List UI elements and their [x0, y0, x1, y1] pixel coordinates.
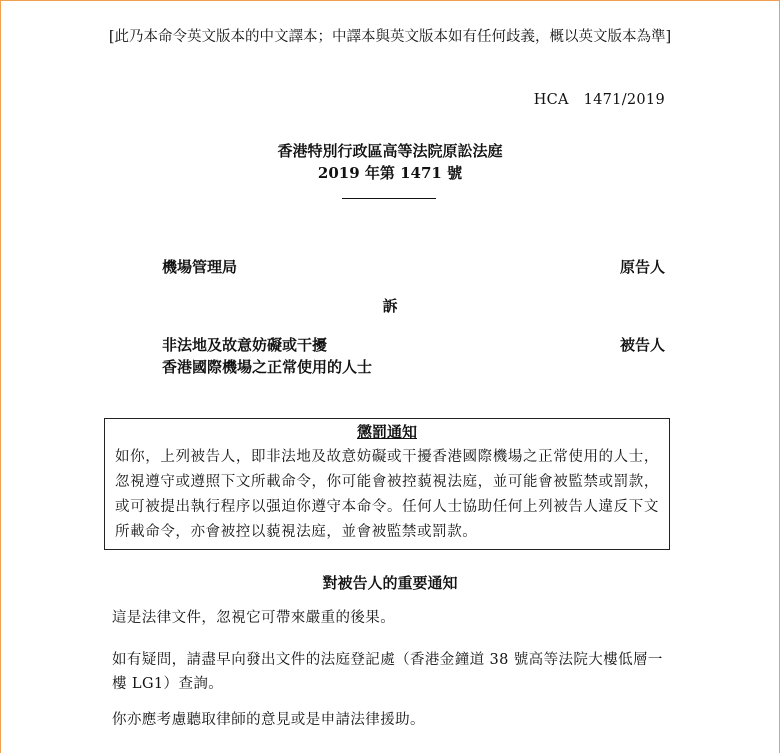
penal-notice-body: 如你，上列被告人，即非法地及故意妨礙或干擾香港國際機場之正常使用的人士，忽視遵守或遵照下文所載命令，你可能會被控藐視法庭，並可能會被監禁或罰款，或可被提出執行程序以强迫你遵守本命令。任何人士協助任何上列被告人違反下文所載命令，亦會被控以藐視法庭，並會被監禁或罰款。 [115, 449, 659, 540]
important-notice-heading: 對被告人的重要通知 [322, 574, 458, 592]
defendant-name [162, 334, 462, 378]
notice-paragraph-1: 這是法律文件，忽視它可帶來嚴重的後果。 [112, 610, 396, 626]
plaintiff-name: 機場管理局 [162, 258, 238, 276]
defendant-name-line2: 香港國際機場之正常使用的人士 [162, 358, 373, 376]
notice-paragraph-2: 如有疑問，請盡早向發出文件的法庭登記處（香港金鐘道 38 號高等法院大樓低層一樓 LG1）查詢。 [112, 652, 663, 692]
plaintiff-role: 原告人 [619, 258, 665, 276]
translation-note: [此乃本命令英文版本的中文譯本；中譯本與英文版本如有任何歧義，概以英文版本為準] [108, 29, 672, 45]
court-name: 香港特別行政區高等法院原訟法庭 [277, 142, 503, 160]
case-number: HCA 1471/2019 [533, 92, 665, 108]
action-number: 2019 年第 1471 號 [317, 164, 463, 182]
notice-paragraph-3: 你亦應考慮聽取律師的意見或是申請法律援助。 [112, 712, 425, 728]
defendant-name-line1: 非法地及故意妨礙或干擾 [162, 336, 328, 354]
penal-notice-box [104, 418, 670, 550]
divider-rule [342, 198, 436, 199]
versus-label: 訴 [382, 297, 398, 315]
defendant-role: 被告人 [619, 336, 665, 354]
penal-notice-title: 懲罰通知 [356, 423, 417, 441]
